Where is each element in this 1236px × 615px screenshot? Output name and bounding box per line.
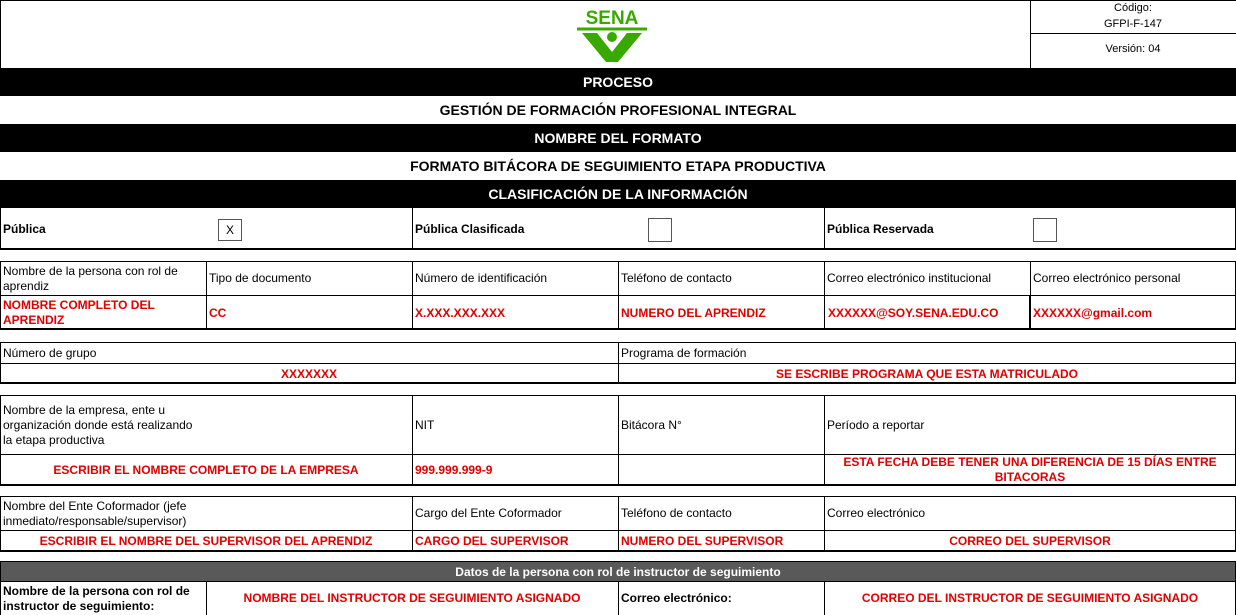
codigo-value: GFPI-F-147 xyxy=(1103,18,1163,30)
version-label: Versión: 04 xyxy=(1105,43,1161,55)
sena-logo xyxy=(574,4,650,62)
instructor-nombre-value[interactable]: NOMBRE DEL INSTRUCTOR DE SEGUIMIENTO ASIGNADO xyxy=(243,591,581,605)
publica-mark: X xyxy=(225,223,234,237)
logo-text: SENA xyxy=(585,8,639,29)
instructor-correo-value[interactable]: CORREO DEL INSTRUCTOR DE SEGUIMIENTO ASIGNADO xyxy=(861,591,1199,605)
sena-logo-icon xyxy=(574,4,650,62)
publica-checkbox[interactable] xyxy=(218,219,242,241)
aprendiz-nombre-value[interactable]: NOMBRE COMPLETO DEL APRENDIZ xyxy=(3,298,155,327)
clasificacion-band: CLASIFICACIÓN DE LA INFORMACIÓN xyxy=(0,180,1236,208)
publica-clasificada-label: Pública Clasificada xyxy=(415,221,525,236)
programa-formacion-label: Programa de formación xyxy=(621,345,747,360)
correo-personal-header: Correo electrónico personal xyxy=(1033,271,1181,285)
publica-reservada-checkbox[interactable] xyxy=(1033,218,1057,242)
programa-formacion-value[interactable]: SE ESCRIBE PROGRAMA QUE ESTA MATRICULADO xyxy=(775,366,1078,381)
coformador-telefono-value[interactable]: NUMERO DEL SUPERVISOR xyxy=(621,534,784,548)
codigo-label: Código: xyxy=(1114,2,1152,14)
coformador-telefono-header: Teléfono de contacto xyxy=(621,506,732,520)
coformador-cargo-header: Cargo del Ente Coformador xyxy=(415,506,562,520)
coformador-correo-header: Correo electrónico xyxy=(827,506,926,520)
coformador-correo-value[interactable]: CORREO DEL SUPERVISOR xyxy=(949,534,1111,548)
coformador-cargo-value[interactable]: CARGO DEL SUPERVISOR xyxy=(415,534,569,548)
aprendiz-nombre-header: Nombre de la persona con rol de aprendiz xyxy=(3,263,178,293)
numero-identificacion-value[interactable]: X.XXX.XXX.XXX xyxy=(415,305,506,320)
publica-label: Pública xyxy=(3,221,46,236)
numero-identificacion-header: Número de identificación xyxy=(415,271,548,285)
numero-grupo-label: Número de grupo xyxy=(3,345,97,360)
telefono-value[interactable]: NUMERO DEL APRENDIZ xyxy=(621,305,766,320)
publica-clasificada-checkbox[interactable] xyxy=(648,218,672,242)
tipo-documento-value[interactable]: CC xyxy=(209,305,227,320)
empresa-nombre-value[interactable]: ESCRIBIR EL NOMBRE COMPLETO DE LA EMPRESA xyxy=(53,462,359,477)
correo-institucional-value[interactable]: XXXXXX@SOY.SENA.EDU.CO xyxy=(824,296,1030,330)
nombre-formato-value: FORMATO BITÁCORA DE SEGUIMIENTO ETAPA PRODUCTIVA xyxy=(410,158,826,174)
periodo-reportar-value[interactable]: ESTA FECHA DEBE TENER UNA DIFERENCIA DE 15 DÍAS ENTRE BITACORAS xyxy=(843,455,1217,484)
publica-reservada-label: Pública Reservada xyxy=(827,221,934,236)
numero-grupo-value[interactable]: XXXXXXX xyxy=(280,366,338,381)
bitacora-numero-header: Bitácora N° xyxy=(621,417,682,432)
coformador-nombre-header: Nombre del Ente Coformador (jefe inmediato/responsable/supervisor) xyxy=(3,498,187,528)
instructor-nombre-label: Nombre de la persona con rol de instructor de seguimiento: xyxy=(3,583,190,613)
coformador-nombre-value[interactable]: ESCRIBIR EL NOMBRE DEL SUPERVISOR DEL APRENDIZ xyxy=(39,534,373,548)
bitacora-numero-value[interactable] xyxy=(618,455,824,485)
nit-header: NIT xyxy=(415,417,435,432)
nit-value[interactable]: 999.999.999-9 xyxy=(415,462,493,477)
correo-personal-value[interactable]: XXXXXX@gmail.com xyxy=(1033,305,1153,320)
telefono-header: Teléfono de contacto xyxy=(621,271,732,285)
nombre-formato-band: NOMBRE DEL FORMATO xyxy=(0,124,1236,152)
header-divider xyxy=(1030,33,1236,34)
instructor-correo-label: Correo electrónico: xyxy=(621,591,732,605)
proceso-band: PROCESO xyxy=(0,68,1236,96)
tipo-documento-header: Tipo de documento xyxy=(209,271,312,285)
correo-institucional-header: Correo electrónico institucional xyxy=(827,271,992,285)
proceso-value: GESTIÓN DE FORMACIÓN PROFESIONAL INTEGRAL xyxy=(439,102,797,118)
periodo-reportar-header: Período a reportar xyxy=(827,417,925,432)
instructor-band xyxy=(0,561,1236,582)
empresa-nombre-header: Nombre de la empresa, ente u organización donde está realizando la etapa productiva xyxy=(3,402,193,447)
instructor-band-title: Datos de la persona con rol de instructor de seguimiento xyxy=(455,564,781,579)
